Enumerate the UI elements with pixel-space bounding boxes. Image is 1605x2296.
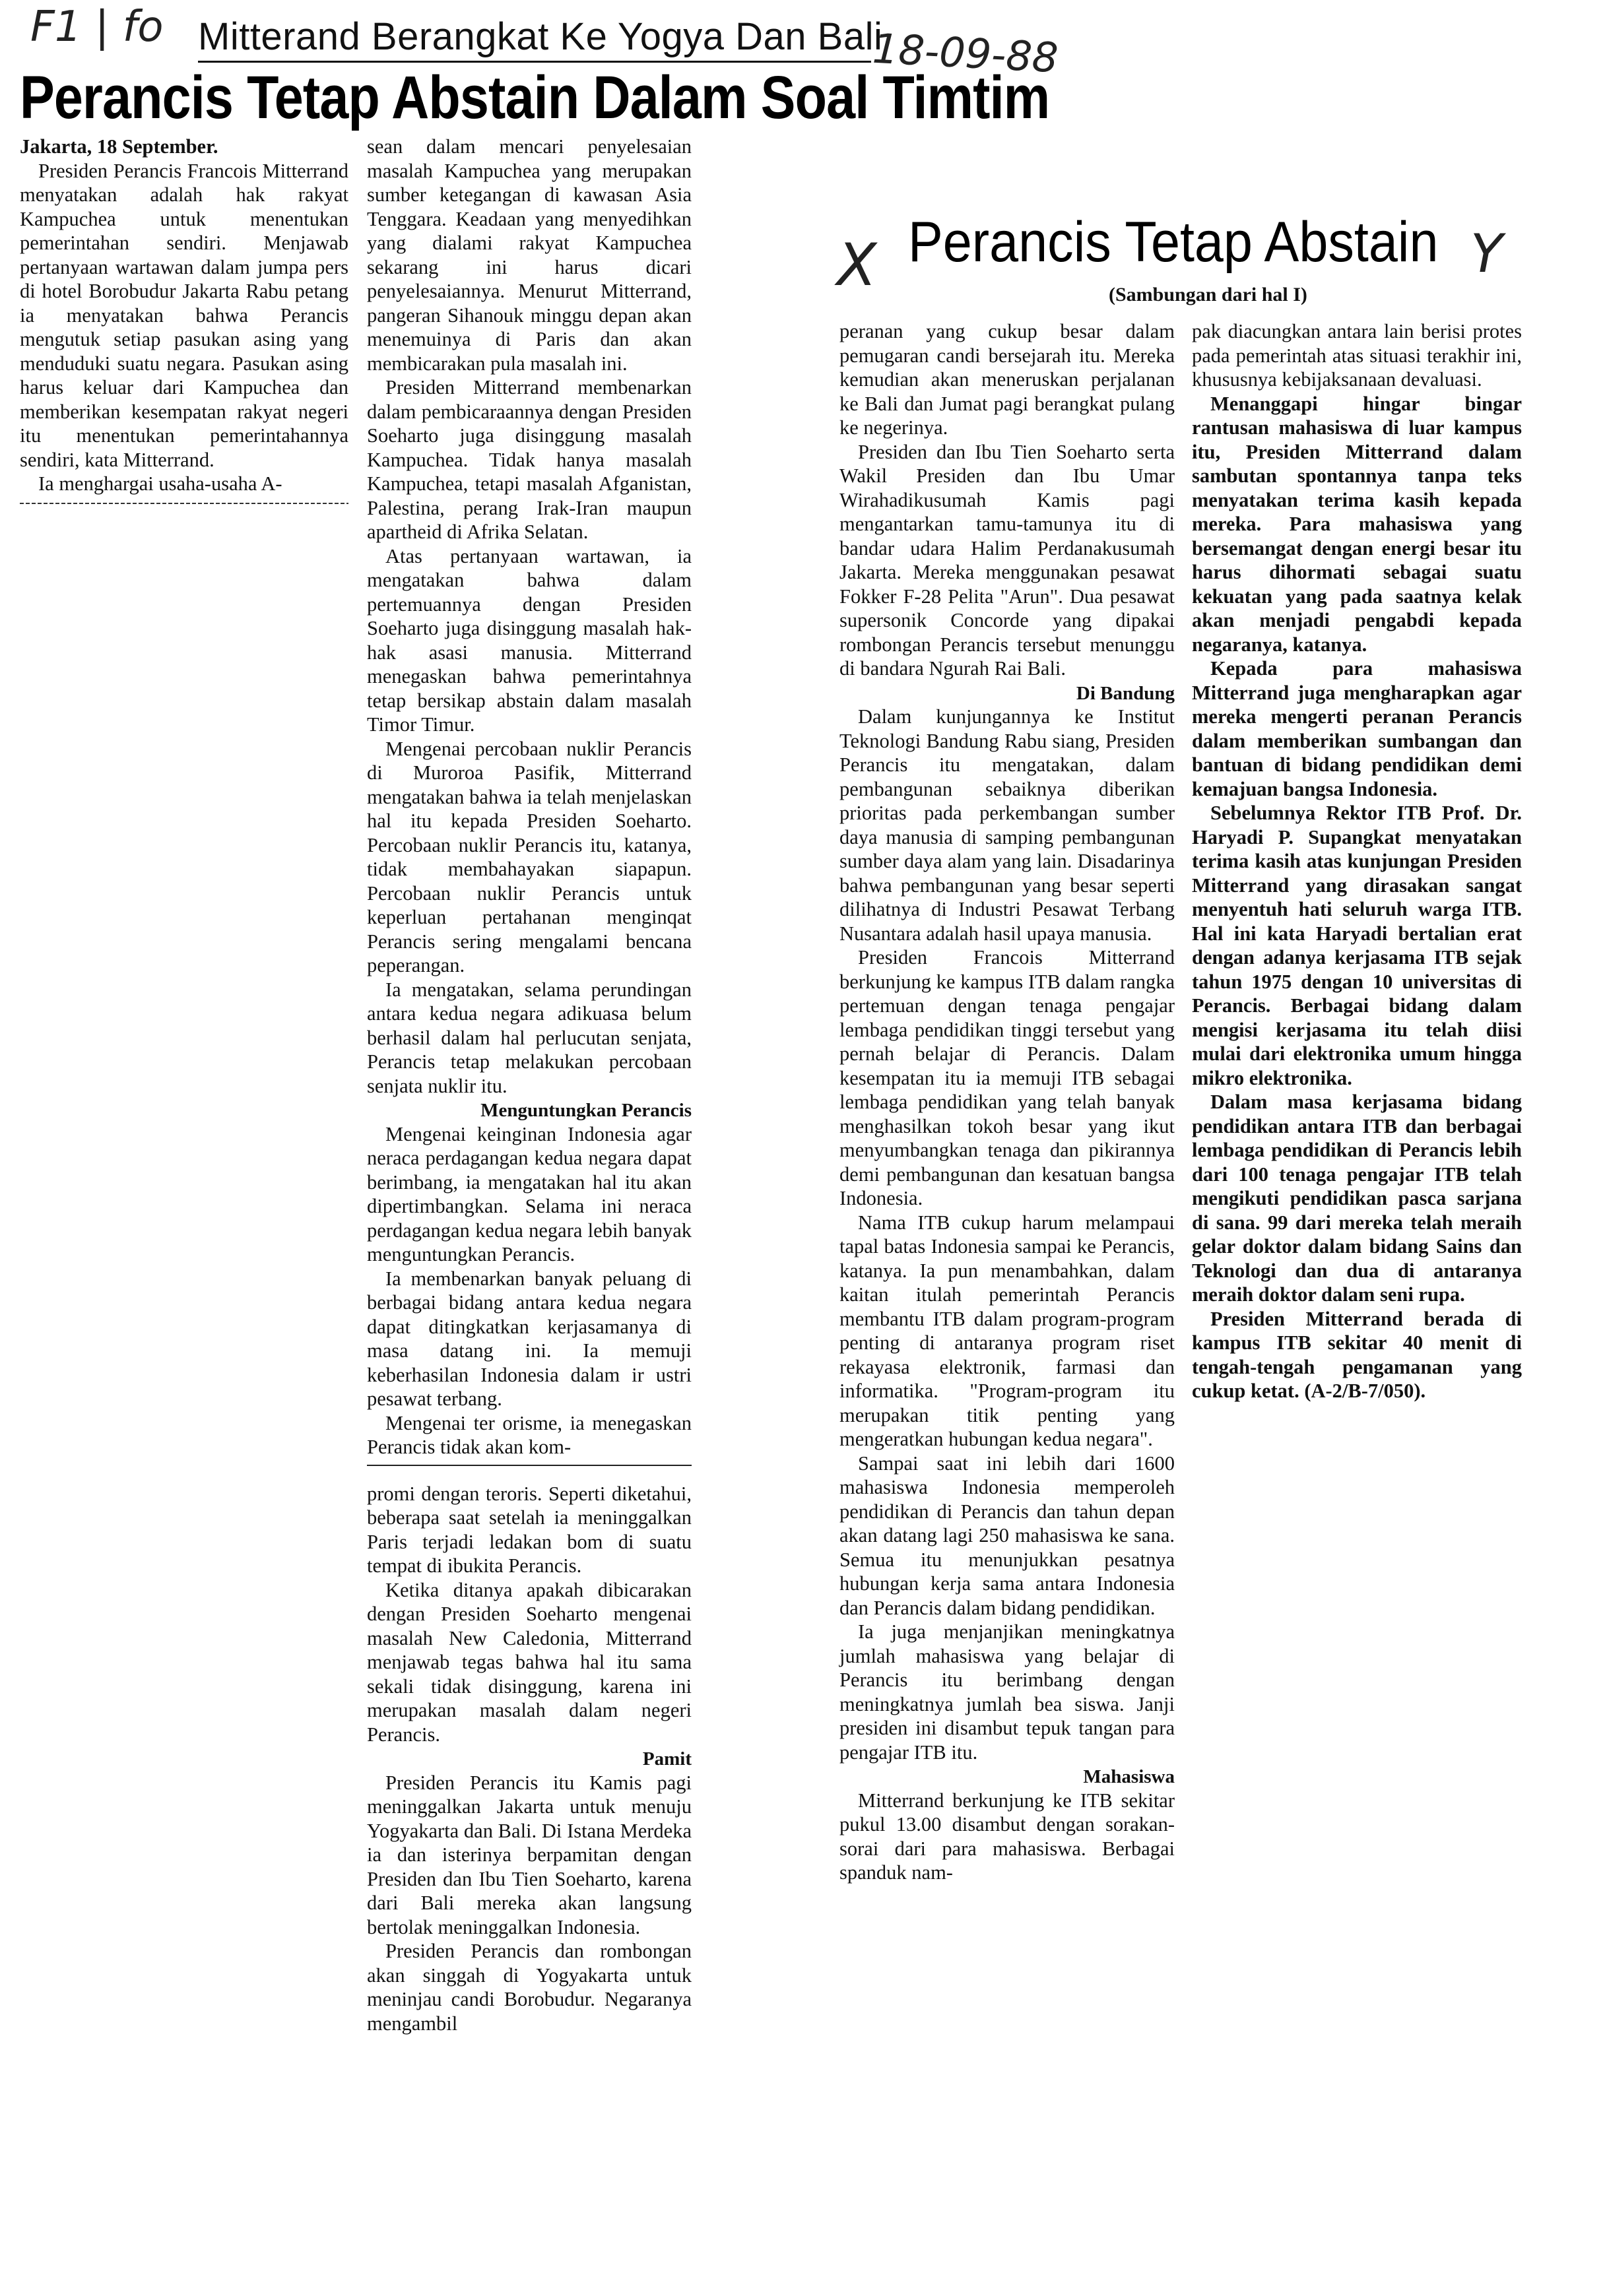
handwritten-x-mark: X <box>837 231 877 299</box>
continuation-title: Perancis Tetap Abstain <box>908 210 1439 274</box>
subhead: Mahasiswa <box>1083 1766 1175 1788</box>
kicker-rule <box>198 61 871 63</box>
paragraph: sean dalam mencari penyelesaian masalah Kampuchea yang merupakan sumber ketegangan di kawasan Asia Tenggara. Keadaan yang menyedihkan yang dialami rakyat Kampuchea sekarang ini harus dicari penyelesaiannya. Menurut Mitterrand, pangeran Sihanouk minggu depan akan menemuinya di Paris dan akan membicarakan pula masalah ini. <box>367 135 692 375</box>
paragraph: Ia menghargai usaha-usaha A- <box>38 472 282 495</box>
paragraph: Presiden dan Ibu Tien Soeharto serta Wakil Presiden dan Ibu Umar Wirahadikusumah Kamis pagi mengantarkan tamu-tamunya itu di bandar udara Halim Perdanakusumah Jakarta. Mereka menggunakan pesawat Fokker F-28 Pelita "Arun". Dua pesawat supersonik Concorde yang dipakai rombongan Perancis tersebut menunggu di bandara Ngurah Rai Bali. <box>839 440 1175 680</box>
paragraph: Presiden Perancis dan rombongan akan singgah di Yogyakarta untuk meninjau candi Borobudur. Negaranya mengambil <box>367 1940 692 2035</box>
dateline: Jakarta, 18 September. <box>20 135 218 158</box>
column-break-rule <box>367 1465 692 1482</box>
paragraph: Sebelumnya Rektor ITB Prof. Dr. Haryadi P. Supangkat menyatakan terima kasih atas kunjungan Presiden Mitterrand yang dirasakan sangat menyentuh hati seluruh warga ITB. Hal ini kata Haryadi bertalian erat dengan adanya kerjasama ITB sejak tahun 1975 dengan 10 universitas di Perancis. Berbagai bidang dalam mengisi kerjasama itu telah diisi mulai dari elektronika umum hingga mikro elektronika. <box>1192 802 1522 1089</box>
paragraph: peranan yang cukup besar dalam pemugaran candi bersejarah itu. Mereka kemudian akan meneruskan perjalanan ke Bali dan Jumat pagi berangkat pulang ke negerinya. <box>839 320 1175 439</box>
subhead: Di Bandung <box>1076 682 1175 704</box>
paragraph: pak diacungkan antara lain berisi protes pada pemerintah atas situasi terakhir ini, khususnya kebijaksanaan devaluasi. <box>1192 320 1522 391</box>
headline: Perancis Tetap Abstain Dalam Soal Timtim <box>20 64 1050 131</box>
paragraph: Ia membenarkan banyak peluang di berbagai bidang antara kedua negara dapat ditingkatkan kerjasamanya di masa datang ini. Ia memuji keberhasilan Indonesia dalam ir ustri pesawat terbang. <box>367 1267 692 1411</box>
paragraph: Ia juga menjanjikan meningkatnya jumlah mahasiswa yang belajar di Perancis itu berimbang dengan meningkatnya jumlah bea siswa. Janji presiden ini disambut tepuk tangan para pengajar ITB itu. <box>839 1620 1175 1764</box>
subhead: Menguntungkan Perancis <box>480 1100 692 1121</box>
paragraph: Ketika ditanya apakah dibicarakan dengan Presiden Soeharto mengenai masalah New Caledonia, Mitterrand menjawab tegas bahwa hal itu sama sekali tidak disinggung, karena ini merupakan masalah dalam negeri Perancis. <box>367 1578 692 1746</box>
paragraph: Mengenai ter orisme, ia menegaskan Perancis tidak akan kom- <box>367 1411 692 1459</box>
paragraph: Atas pertanyaan wartawan, ia mengatakan bahwa dalam pertemuannya dengan Presiden Soeharto juga disinggung masalah hak-hak asasi manusia. Mitterrand menegaskan bahwa pemerintahnya tetap bersikap abstain dalam masalah Timor Timur. <box>367 544 692 736</box>
paragraph: Dalam kunjungannya ke Institut Teknologi Bandung Rabu siang, Presiden Perancis itu mengatakan, dalam pembangunan sebaiknya diberikan prioritas pada perkembangan sumber daya manusia di samping pembangunan sumber daya alam yang lain. Disadarinya bahwa pembangunan yang besar seperti dilihatnya di Industri Pesawat Terbang Nusantara adalah hasil upaya manusia. <box>839 705 1175 945</box>
paragraph: Dalam masa kerjasama bidang pendidikan antara ITB dan berbagai lembaga pendidikan di Perancis lebih dari 100 tenaga pengajar ITB telah mengikuti pendidikan pasca sarjana di sana. 99 dari mereka telah meraih gelar doktor dalam bidang Sains dan Teknologi dan dua di antaranya meraih doktor dalam seni rupa. <box>1192 1091 1522 1306</box>
paragraph: Kepada para mahasiswa Mitterrand juga mengharapkan agar mereka mengerti peranan Perancis dalam memberikan sumbangan dan bantuan di bidang pendidikan demi kemajuan bangsa Indonesia. <box>1192 657 1522 800</box>
column-3 <box>839 319 1175 1885</box>
column-end-rule <box>20 503 348 504</box>
paragraph: Mitterrand berkunjung ke ITB sekitar pukul 13.00 disambut dengan sorakan-sorai dari para mahasiswa. Berbagai spanduk nam- <box>839 1789 1175 1884</box>
paragraph: Presiden Perancis Francois Mitterrand menyatakan adalah hak rakyat Kampuchea untuk menentukan pemerintahan sendiri. Menjawab pertanyaan wartawan dalam jumpa pers di hotel Borobudur Jakarta Rabu petang ia menyatakan bahwa Perancis mengutuk setiap pasukan asing yang menduduki suatu negara. Pasukan asing harus keluar dari Kampuchea dan memberikan kesempatan rakyat negeri itu menentukan pemerintahannya sendiri, kata Mitterrand. <box>20 159 348 471</box>
column-4 <box>1192 319 1522 1403</box>
subhead: Pamit <box>642 1748 692 1770</box>
paragraph: Presiden Mitterrand membenarkan dalam pembicaraannya dengan Presiden Soeharto juga disinggung masalah Kampuchea. Tidak hanya masalah Kampuchea, tetapi masalah Afganistan, Palestina, perang Irak-Iran maupun apartheid di Afrika Selatan. <box>367 376 692 543</box>
paragraph: Presiden Francois Mitterrand berkunjung ke kampus ITB dalam rangka pertemuan dengan tenaga pengajar lembaga pendidikan tinggi tersebut yang pernah belajar di Perancis. Dalam kesempatan itu ia memuji ITB sebagai lembaga pendidikan yang telah banyak menghasilkan tokoh besar yang ikut menyumbangkan tenaga dan pikirannya demi pembangunan dan kesatuan bangsa Indonesia. <box>839 946 1175 1210</box>
column-2 <box>367 135 692 2035</box>
handwritten-date: 18-09-88 <box>871 24 1060 82</box>
paragraph: Nama ITB cukup harum melampaui tapal batas Indonesia sampai ke Perancis, katanya. Ia pun menambahkan, dalam kaitan itulah pemerintah Perancis membantu ITB dalam program-program penting di antaranya program riset rekayasa elektronik, farmasi dan informatika. "Program-program itu merupakan titik penting yang mengeratkan hubungan kedua negara". <box>839 1211 1175 1451</box>
paragraph: Presiden Perancis itu Kamis pagi meninggalkan Jakarta untuk menuju Yogyakarta dan Bali. Di Istana Merdeka ia dan isterinya berpamitan dengan Presiden dan Ibu Tien Soeharto, karena dari Bali mereka akan langsung bertolak meninggalkan Indonesia. <box>367 1771 692 1938</box>
handwritten-y-mark: Y <box>1470 223 1503 284</box>
paragraph: Sampai saat ini lebih dari 1600 mahasiswa Indonesia memperoleh pendidikan di Perancis dan tahun depan akan datang lagi 250 mahasiswa ke sana. Semua itu menunjukkan pesatnya hubungan kerja sama antara Indonesia dan Perancis dalam bidang pendidikan. <box>839 1451 1175 1619</box>
paragraph: Mengenai keinginan Indonesia agar neraca perdagangan kedua negara dapat berimbang, ia mengatakan hal itu akan dipertimbangkan. Selama ini neraca perdagangan kedua negara lebih banyak menguntungkan Perancis. <box>367 1122 692 1266</box>
paragraph: Ia mengatakan, selama perundingan antara kedua negara adikuasa belum berhasil dalam hal perlucutan senjata, Perancis tetap melakukan percobaan senjata nuklir itu. <box>367 978 692 1097</box>
column-1 <box>20 135 348 504</box>
handwritten-file-mark: F1 | fo <box>30 3 164 51</box>
kicker: Mitterand Berangkat Ke Yogya Dan Bali <box>198 15 883 58</box>
continuation-subtitle: (Sambungan dari hal I) <box>1109 284 1307 305</box>
paragraph: promi dengan teroris. Seperti diketahui, beberapa saat setelah ia meninggalkan Paris terjadi ledakan bom di suatu tempat di ibukita Perancis. <box>367 1482 692 1578</box>
paragraph: Mengenai percobaan nuklir Perancis di Muroroa Pasifik, Mitterrand mengatakan bahwa ia telah menjelaskan hal itu kepada Presiden Soeharto. Percobaan nuklir Perancis itu, katanya, tidak membahayakan siapapun. Percobaan nuklir Perancis untuk keperluan pertahanan menginqat Perancis sering mengalami bencana peperangan. <box>367 737 692 976</box>
paragraph: Menanggapi hingar bingar rantusan mahasiswa di luar kampus itu, Presiden Mitterrand dalam sambutan spontannya tanpa teks menyatakan terima kasih kepada mereka. Para mahasiswa yang bersemangat dengan energi besar itu harus dihormati sebagai suatu kekuatan yang pada saatnya kelak akan menjadi pengabdi kepada negaranya, katanya. <box>1192 392 1522 656</box>
paragraph: Presiden Mitterrand berada di kampus ITB sekitar 40 menit di tengah-tengah pengamanan yang cukup ketat. (A-2/B-7/050). <box>1192 1307 1522 1402</box>
